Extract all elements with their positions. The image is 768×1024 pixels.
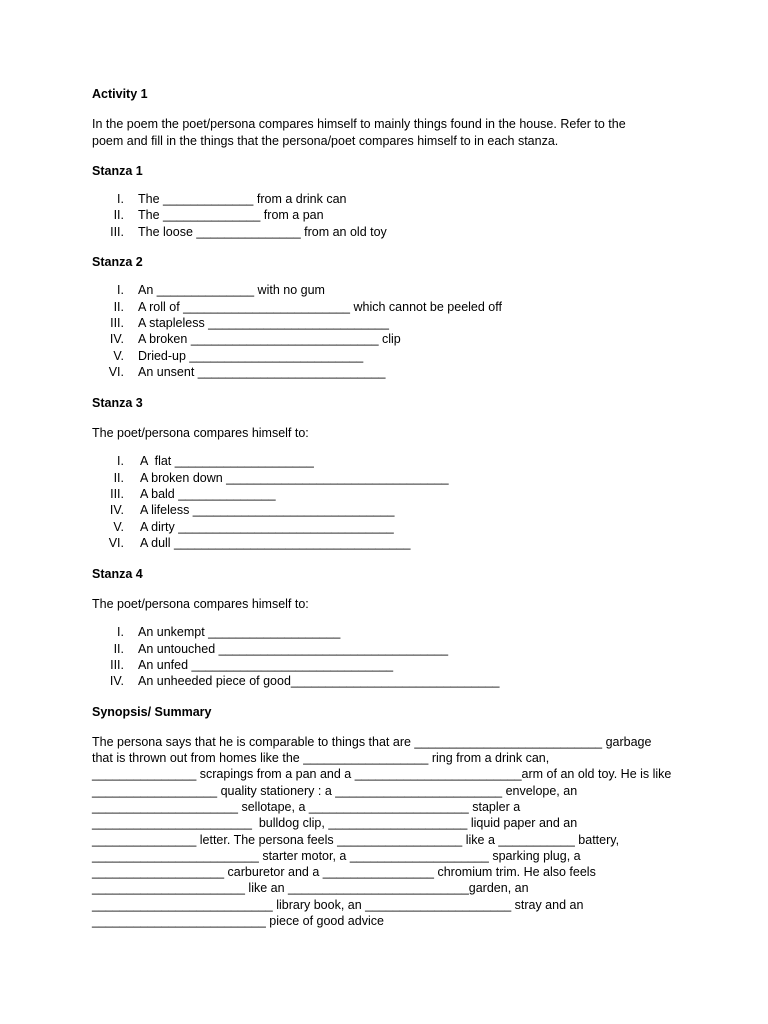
list-item: IV. A lifeless _____________________________ <box>109 503 395 518</box>
stanza-4-title: Stanza 4 <box>92 566 143 581</box>
list-item: III. The loose _______________ from an old toy <box>110 224 387 239</box>
stanza-1-list <box>92 191 682 240</box>
worksheet <box>92 86 682 929</box>
stanza-2-title: Stanza 2 <box>92 255 143 270</box>
synopsis-line: _________________________ piece of good advice <box>92 913 384 928</box>
list-item: II. A broken down ________________________________ <box>113 470 449 485</box>
synopsis-line: _______________ letter. The persona feels __________________ like a ___________ battery, <box>92 832 620 847</box>
stanza-3-list <box>92 453 682 551</box>
synopsis-title: Synopsis/ Summary <box>92 704 212 719</box>
activity-title: Activity 1 <box>92 87 148 101</box>
list-item: VI. An unsent ___________________________ <box>108 365 386 380</box>
list-item: II. The ______________ from a pan <box>113 208 324 223</box>
stanza-4-lead: The poet/persona compares himself to: <box>92 596 309 611</box>
synopsis-line: ______________________ like an __________________________garden, an <box>92 881 529 896</box>
list-item: III. A stapleless __________________________ <box>110 316 389 331</box>
synopsis-line: __________________ quality stationery : a ________________________ envelope, an <box>92 783 578 798</box>
synopsis-line: The persona says that he is comparable to things that are ___________________________ garbage <box>92 734 652 749</box>
list-item: II. An untouched _________________________________ <box>113 641 449 656</box>
list-item: IV. A broken ___________________________ clip <box>109 332 401 347</box>
synopsis-line: that is thrown out from homes like the __________________ ring from a drink can, <box>92 751 550 766</box>
list-item: V. A dirty _______________________________ <box>113 519 394 534</box>
stanza-4-list <box>92 624 682 690</box>
list-item: V. Dried-up _________________________ <box>113 348 364 363</box>
synopsis-line: __________________________ library book, an _____________________ stray and an <box>92 897 584 912</box>
intro-line-1: In the poem the poet/persona compares himself to mainly things found in the house. Refer to the <box>92 117 626 131</box>
list-item: I. An ______________ with no gum <box>117 283 325 298</box>
synopsis-line: ___________________ carburetor and a ________________ chromium trim. He also feels <box>92 865 596 880</box>
stanza-2-list <box>92 282 682 380</box>
list-item: III. An unfed _____________________________ <box>110 657 394 672</box>
list-item: I. An unkempt ___________________ <box>117 625 341 640</box>
synopsis-paragraph <box>92 734 682 930</box>
intro-line-2: poem and fill in the things that the persona/poet compares himself to in each stanza. <box>92 133 559 148</box>
stanza-1-title: Stanza 1 <box>92 164 143 178</box>
synopsis-line: ________________________ starter motor, a ____________________ sparking plug, a <box>92 848 581 863</box>
list-item: II. A roll of ________________________ which cannot be peeled off <box>113 299 502 314</box>
list-item: III. A bald ______________ <box>110 486 276 501</box>
synopsis-line: _______________ scrapings from a pan and a ________________________arm of an old toy. He is like <box>92 767 672 782</box>
synopsis-line: _____________________ sellotape, a _______________________ stapler a <box>92 799 521 814</box>
stanza-3-title: Stanza 3 <box>92 395 143 410</box>
list-item: IV. An unheeded piece of good______________________________ <box>109 674 500 689</box>
list-item: I. A flat ____________________ <box>117 454 314 469</box>
stanza-3-lead: The poet/persona compares himself to: <box>92 425 309 440</box>
list-item: VI. A dull __________________________________ <box>108 536 411 551</box>
synopsis-line: _______________________ bulldog clip, ____________________ liquid paper and an <box>92 816 578 831</box>
list-item: I. The _____________ from a drink can <box>117 192 347 206</box>
